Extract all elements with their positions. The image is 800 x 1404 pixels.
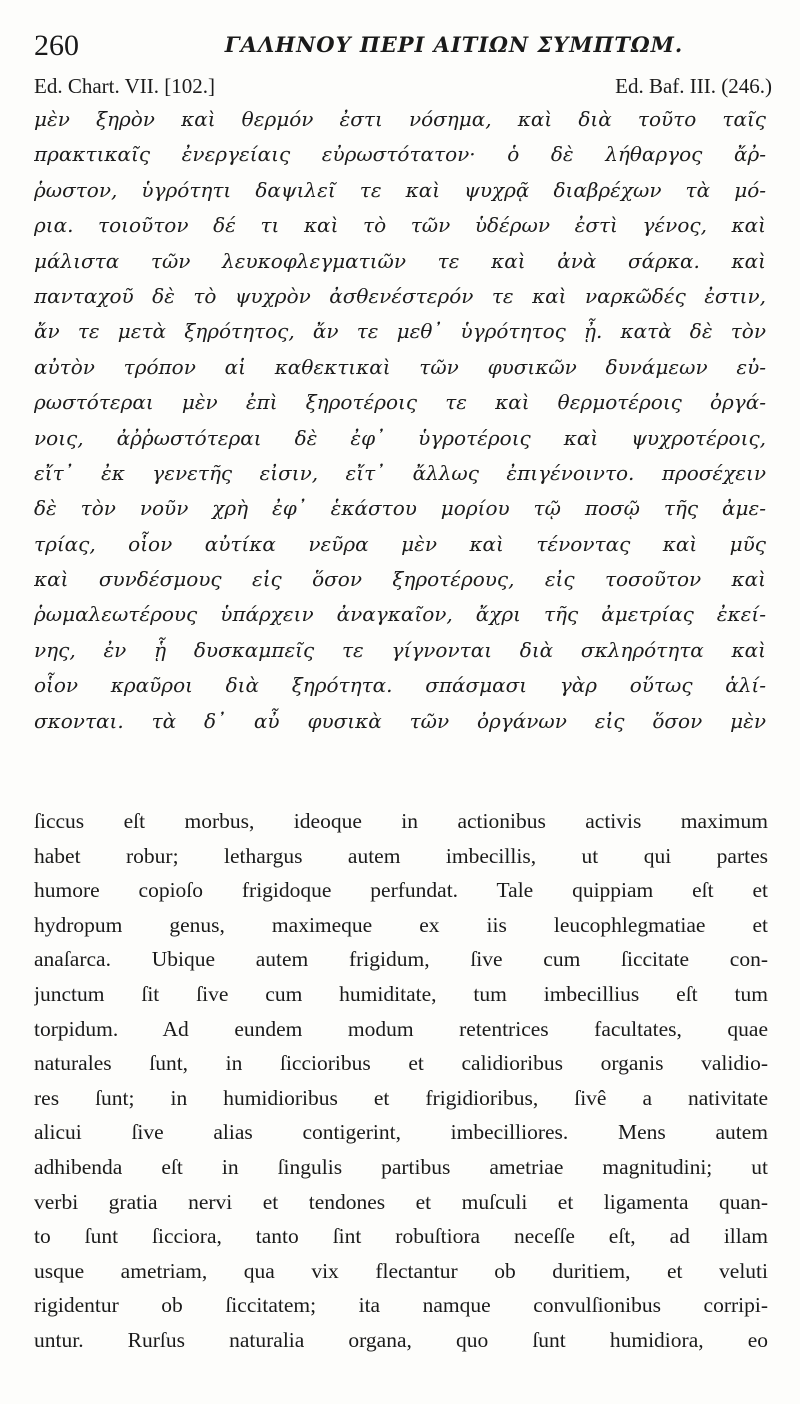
greek-text-line: ῥωστον, ὑγρότητι δαψιλεῖ τε καὶ ψυχρᾷ διαβρέχων τὰ μό-: [34, 177, 766, 202]
latin-text-line: untur. Rurſus naturalia organa, quo ſunt humidiora, eo: [34, 1327, 768, 1352]
latin-text-line: junctum ſit ſive cum humiditate, tum imbecillius eſt tum: [34, 981, 768, 1006]
greek-text-line: μάλιστα τῶν λευκοφλεγματιῶν τε καὶ ἀνὰ σάρκα. καὶ: [34, 248, 766, 273]
latin-text-line: to ſunt ſicciora, tanto ſint robuſtiora neceſſe eſt, ad illam: [34, 1224, 768, 1249]
edition-references: [34, 72, 772, 100]
greek-text-line: ρωστότεραι μὲν ἐπὶ ξηροτέροις τε καὶ θερμοτέροις ὀργά-: [34, 390, 766, 415]
greek-text-line: τρίας, οἷον αὐτίκα νεῦρα μὲν καὶ τένοντας καὶ μῦς: [34, 531, 766, 556]
latin-text-line: rigidentur ob ſiccitatem; ita namque convulſionibus corripi-: [34, 1293, 768, 1318]
latin-text-line: anaſarca. Ubique autem frigidum, ſive cum ſiccitate con-: [34, 947, 768, 972]
greek-text-line: οἷον κραῦροι διὰ ξηρότητα. σπάσμασι γὰρ οὕτως ἁλί-: [34, 673, 766, 698]
edition-basel-reference: Ed. Baf. III. (246.): [615, 74, 772, 98]
latin-text-line: alicui ſive alias contigerint, imbecilliores. Mens autem: [34, 1120, 768, 1145]
greek-text-line: αὐτὸν τρόπον αἱ καθεκτικαὶ τῶν φυσικῶν δυνάμεων εὐ-: [34, 354, 766, 379]
latin-text-line: naturales ſunt, in ſiccioribus et calidioribus organis validio-: [34, 1051, 768, 1076]
greek-text-line: σκονται. τὰ δ᾽ αὖ φυσικὰ τῶν ὀργάνων εἰς ὅσον μὲν: [34, 708, 766, 733]
greek-text-block: [34, 102, 766, 739]
greek-text-line: πανταχοῦ δὲ τὸ ψυχρὸν ἀσθενέστερόν τε καὶ ναρκῶδές ἐστιν,: [34, 283, 766, 308]
latin-text-line: res ſunt; in humidioribus et frigidioribus, ſivê a nativitate: [34, 1085, 768, 1110]
latin-text-line: hydropum genus, maximeque ex iis leucophlegmatiae et: [34, 912, 768, 937]
latin-text-line: ſiccus eſt morbus, ideoque in actionibus activis maximum: [34, 809, 768, 833]
latin-text-line: usque ametriam, qua vix flectantur ob duritiem, et veluti: [34, 1258, 768, 1283]
page-number: 260: [34, 29, 79, 62]
greek-text-line: ἄν τε μετὰ ξηρότητος, ἄν τε μεθ᾽ ὑγρότητος ᾖ. κατὰ δὲ τὸν: [34, 319, 766, 344]
greek-text-line: ρια. τοιοῦτον δέ τι καὶ τὸ τῶν ὑδέρων ἐστὶ γένος, καὶ: [34, 213, 766, 238]
greek-text-line: καὶ συνδέσμους εἰς ὅσον ξηροτέρους, εἰς τοσοῦτον καὶ: [34, 567, 766, 592]
greek-text-line: νοις, ἀῤῥωστότεραι δὲ ἐφ᾽ ὑγροτέροις καὶ ψυχροτέροις,: [34, 425, 766, 450]
greek-text-line: μὲν ξηρὸν καὶ θερμόν ἐστι νόσημα, καὶ διὰ τοῦτο ταῖς: [34, 107, 766, 131]
greek-text-line: ῥωμαλεωτέρους ὑπάρχειν ἀναγκαῖον, ἄχρι τῆς ἀμετρίας ἐκεί-: [34, 602, 766, 627]
latin-text-line: verbi gratia nervi et tendones et muſculi et ligamenta quan-: [34, 1189, 768, 1214]
latin-text-line: habet robur; lethargus autem imbecillis, ut qui partes: [34, 843, 768, 868]
page-header: [34, 28, 774, 64]
greek-text-line: πρακτικαῖς ἐνεργείαις εὐρωστότατον· ὁ δὲ λήθαργος ἄῤ-: [34, 142, 766, 167]
latin-text-line: humore copioſo frigidoque perfundat. Tale quippiam eſt et: [34, 878, 768, 903]
greek-text-line: νης, ἐν ᾗ δυσκαμπεῖς τε γίγνονται διὰ σκληρότητα καὶ: [34, 637, 766, 662]
edition-chart-reference: Ed. Chart. VII. [102.]: [34, 74, 215, 98]
greek-text-line: εἴτ᾽ ἐκ γενετῆς εἰσιν, εἴτ᾽ ἄλλως ἐπιγένοιντο. προσέχειν: [34, 460, 766, 485]
latin-text-line: adhibenda eſt in ſingulis partibus ametriae magnitudini; ut: [34, 1154, 768, 1179]
running-title: ΓΑΛΗΝΟΥ ΠΕΡΙ ΑΙΤΙΩΝ ΣΥΜΠΤΩΜ.: [224, 32, 684, 57]
latin-text-line: torpidum. Ad eundem modum retentrices facultates, quae: [34, 1016, 768, 1041]
latin-translation-block: [34, 804, 768, 1358]
greek-text-line: δὲ τὸν νοῦν χρὴ ἐφ᾽ ἑκάστου μορίου τῷ ποσῷ τῆς ἀμε-: [34, 496, 766, 521]
